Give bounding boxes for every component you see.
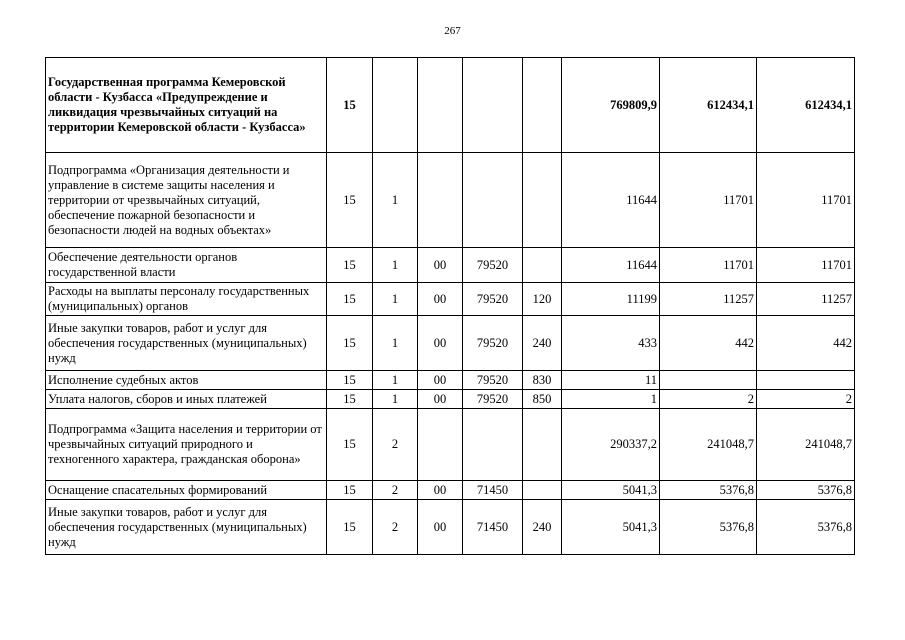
- amount-year-2-cell: 5376,8: [660, 500, 757, 555]
- program-code-cell: 15: [327, 481, 373, 500]
- direction-code-cell: 00: [418, 481, 463, 500]
- amount-year-3-cell: 11701: [757, 153, 855, 248]
- program-code-cell: 15: [327, 316, 373, 371]
- expense-type-code-cell: 850: [523, 390, 562, 409]
- table-row: [46, 248, 855, 283]
- program-code-cell: 15: [327, 371, 373, 390]
- subprogram-code-cell: [373, 58, 418, 153]
- amount-year-2-cell: 442: [660, 316, 757, 371]
- row-name-cell: Иные закупки товаров, работ и услуг для обеспечения государственных (муниципальных) нужд: [46, 500, 327, 555]
- amount-year-1-cell: 11: [562, 371, 660, 390]
- target-code-cell: 79520: [463, 316, 523, 371]
- table-row: [46, 58, 855, 153]
- amount-year-2-cell: 2: [660, 390, 757, 409]
- row-name-cell: Подпрограмма «Организация деятельности и управление в системе защиты населения и территории от чрезвычайных ситуаций, обеспечение пожарной безопасности и безопасности людей на водных объектах»: [46, 153, 327, 248]
- row-name-cell: Расходы на выплаты персоналу государственных (муниципальных) органов: [46, 283, 327, 316]
- target-code-cell: [463, 58, 523, 153]
- direction-code-cell: 00: [418, 500, 463, 555]
- direction-code-cell: 00: [418, 283, 463, 316]
- subprogram-code-cell: 1: [373, 283, 418, 316]
- direction-code-cell: 00: [418, 371, 463, 390]
- amount-year-3-cell: 612434,1: [757, 58, 855, 153]
- expense-type-code-cell: [523, 409, 562, 481]
- subprogram-code-cell: 2: [373, 409, 418, 481]
- target-code-cell: 79520: [463, 283, 523, 316]
- table-row: [46, 390, 855, 409]
- row-name-cell: Исполнение судебных актов: [46, 371, 327, 390]
- direction-code-cell: 00: [418, 248, 463, 283]
- table-row: [46, 316, 855, 371]
- subprogram-code-cell: 2: [373, 500, 418, 555]
- budget-table: [45, 57, 855, 555]
- expense-type-code-cell: [523, 481, 562, 500]
- direction-code-cell: 00: [418, 316, 463, 371]
- table-row: [46, 153, 855, 248]
- target-code-cell: [463, 153, 523, 248]
- direction-code-cell: [418, 409, 463, 481]
- subprogram-code-cell: 2: [373, 481, 418, 500]
- program-code-cell: 15: [327, 283, 373, 316]
- amount-year-1-cell: 5041,3: [562, 481, 660, 500]
- subprogram-code-cell: 1: [373, 390, 418, 409]
- program-code-cell: 15: [327, 390, 373, 409]
- program-code-cell: 15: [327, 58, 373, 153]
- row-name-cell: Государственная программа Кемеровской области - Кузбасса «Предупреждение и ликвидация чрезвычайных ситуаций на территории Кемеровской области - Кузбасса»: [46, 58, 327, 153]
- subprogram-code-cell: 1: [373, 371, 418, 390]
- amount-year-3-cell: 11257: [757, 283, 855, 316]
- subprogram-code-cell: 1: [373, 248, 418, 283]
- program-code-cell: 15: [327, 248, 373, 283]
- row-name-cell: Обеспечение деятельности органов государственной власти: [46, 248, 327, 283]
- amount-year-3-cell: 442: [757, 316, 855, 371]
- expense-type-code-cell: [523, 153, 562, 248]
- subprogram-code-cell: 1: [373, 153, 418, 248]
- amount-year-1-cell: 11644: [562, 153, 660, 248]
- program-code-cell: 15: [327, 153, 373, 248]
- target-code-cell: [463, 409, 523, 481]
- target-code-cell: 79520: [463, 248, 523, 283]
- amount-year-1-cell: 1: [562, 390, 660, 409]
- table-row: [46, 371, 855, 390]
- direction-code-cell: [418, 58, 463, 153]
- table-row: [46, 283, 855, 316]
- expense-type-code-cell: 120: [523, 283, 562, 316]
- amount-year-1-cell: 5041,3: [562, 500, 660, 555]
- program-code-cell: 15: [327, 500, 373, 555]
- table-row: [46, 409, 855, 481]
- amount-year-3-cell: 11701: [757, 248, 855, 283]
- expense-type-code-cell: 240: [523, 316, 562, 371]
- amount-year-3-cell: 5376,8: [757, 481, 855, 500]
- amount-year-3-cell: [757, 371, 855, 390]
- amount-year-2-cell: 241048,7: [660, 409, 757, 481]
- direction-code-cell: 00: [418, 390, 463, 409]
- amount-year-2-cell: 11701: [660, 153, 757, 248]
- program-code-cell: 15: [327, 409, 373, 481]
- row-name-cell: Подпрограмма «Защита населения и территории от чрезвычайных ситуаций природного и техногенного характера, гражданская оборона»: [46, 409, 327, 481]
- subprogram-code-cell: 1: [373, 316, 418, 371]
- row-name-cell: Оснащение спасательных формирований: [46, 481, 327, 500]
- amount-year-3-cell: 5376,8: [757, 500, 855, 555]
- amount-year-3-cell: 2: [757, 390, 855, 409]
- target-code-cell: 71450: [463, 500, 523, 555]
- direction-code-cell: [418, 153, 463, 248]
- expense-type-code-cell: [523, 248, 562, 283]
- table-row: [46, 481, 855, 500]
- row-name-cell: Уплата налогов, сборов и иных платежей: [46, 390, 327, 409]
- target-code-cell: 79520: [463, 371, 523, 390]
- amount-year-2-cell: 11257: [660, 283, 757, 316]
- amount-year-2-cell: 612434,1: [660, 58, 757, 153]
- amount-year-1-cell: 11199: [562, 283, 660, 316]
- expense-type-code-cell: [523, 58, 562, 153]
- table-body: [46, 58, 855, 555]
- expense-type-code-cell: 830: [523, 371, 562, 390]
- expense-type-code-cell: 240: [523, 500, 562, 555]
- amount-year-1-cell: 433: [562, 316, 660, 371]
- row-name-cell: Иные закупки товаров, работ и услуг для обеспечения государственных (муниципальных) нужд: [46, 316, 327, 371]
- page-number: 267: [444, 25, 461, 37]
- amount-year-1-cell: 290337,2: [562, 409, 660, 481]
- amount-year-2-cell: 11701: [660, 248, 757, 283]
- amount-year-2-cell: [660, 371, 757, 390]
- target-code-cell: 79520: [463, 390, 523, 409]
- table-row: [46, 500, 855, 555]
- amount-year-1-cell: 769809,9: [562, 58, 660, 153]
- amount-year-3-cell: 241048,7: [757, 409, 855, 481]
- amount-year-2-cell: 5376,8: [660, 481, 757, 500]
- target-code-cell: 71450: [463, 481, 523, 500]
- amount-year-1-cell: 11644: [562, 248, 660, 283]
